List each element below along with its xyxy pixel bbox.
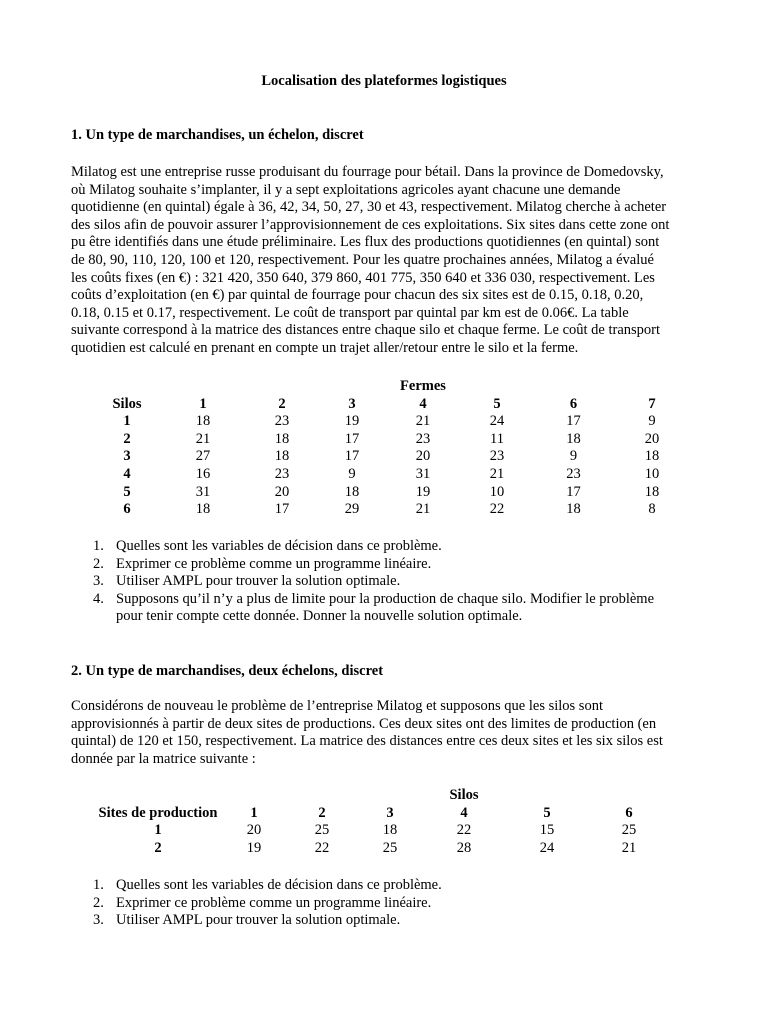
paragraph-line: Considérons de nouveau le problème de l’entreprise Milatog et supposons que les silos sont <box>71 698 603 714</box>
table-cell: 9 <box>348 465 356 482</box>
question-text-line: Quelles sont les variables de décision dans ce problème. <box>116 538 442 554</box>
paragraph-line: quintal) de 120 et 150, respectivement. La matrice des distances entre ces deux sites et les six silos est <box>71 733 663 750</box>
table-row <box>95 413 692 431</box>
question-number: 3. <box>93 912 104 929</box>
paragraph-line: Milatog est une entreprise russe produisant du fourrage pour bétail. Dans la province de Domedovsky, <box>71 164 664 180</box>
table-cell: 8 <box>648 501 656 518</box>
table-cell: 22 <box>456 822 472 839</box>
table-row <box>95 448 692 466</box>
table-cell: 28 <box>456 839 472 856</box>
table-column-header: 4 <box>419 395 427 412</box>
section-1-paragraph <box>71 164 697 358</box>
question-item <box>71 538 711 556</box>
table-cell: 20 <box>644 430 660 447</box>
table-cell: 21 <box>415 501 431 518</box>
table-cell: 11 <box>490 430 504 447</box>
table-row <box>95 466 692 484</box>
paragraph-line: quotidienne (en quintal) égale à 36, 42, 34, 50, 27, 30 et 43, respectivement. Milatog cherche à acheter <box>71 199 667 216</box>
table-cell: 17 <box>274 501 290 518</box>
table-cell: 25 <box>621 822 637 839</box>
table-column-header: 6 <box>569 395 578 412</box>
question-number: 1. <box>93 538 104 554</box>
table-group-header-row <box>95 378 692 396</box>
page-title: Localisation des plateformes logistiques <box>261 73 507 89</box>
table-row <box>95 840 669 858</box>
table-row <box>95 822 669 840</box>
table-cell: 21 <box>195 430 211 447</box>
table-column-header: 1 <box>199 395 207 412</box>
paragraph-line: pu être identifiés dans une étude préliminaire. Les flux des productions quotidiennes (en quintal) sont <box>71 234 660 251</box>
paragraph-line: des silos afin de pouvoir assurer l’approvisionnement de ces exploitations. Six sites dans cette zone ont <box>71 216 670 233</box>
table-cell: 23 <box>415 430 431 447</box>
table-cell: 17 <box>344 430 360 447</box>
table-header-row <box>95 805 669 823</box>
table-cell: 18 <box>195 413 211 430</box>
table-cell: 17 <box>566 413 581 430</box>
table-cell: 23 <box>274 465 290 482</box>
table-column-header: 4 <box>460 804 468 821</box>
table-cell: 9 <box>569 448 578 465</box>
paragraph-line: les coûts fixes (en €) : 321 420, 350 640, 379 860, 401 775, 350 640 et 336 030, respectivement. Les <box>71 269 655 286</box>
table-cell: 20 <box>274 483 290 500</box>
table-cell: 25 <box>314 822 330 839</box>
table-cell: 18 <box>566 430 581 447</box>
question-item <box>71 912 711 930</box>
table-column-header: 2 <box>278 395 286 412</box>
table-row-label: 1 <box>123 413 131 430</box>
question-text-line: pour tenir compte cette donnée. Donner la nouvelle solution optimale. <box>116 608 523 625</box>
table-cell: 10 <box>644 465 660 482</box>
table-row-label: 5 <box>123 483 131 500</box>
table-row-header: Sites de production <box>98 804 218 821</box>
question-number: 1. <box>93 877 104 893</box>
sites-silos-distance-table <box>95 787 669 857</box>
table-cell: 23 <box>566 465 581 482</box>
section-2-heading: 2. Un type de marchandises, deux échelons, discret <box>71 663 384 679</box>
table-cell: 31 <box>415 465 431 482</box>
table-cell: 18 <box>195 501 211 518</box>
section-2-questions <box>71 877 711 930</box>
table-column-header: 2 <box>318 804 326 821</box>
table-row <box>95 501 692 519</box>
table-cell: 27 <box>195 448 211 465</box>
question-text-line: Supposons qu’il n’y a plus de limite pour la production de chaque silo. Modifier le problème <box>116 590 655 607</box>
table-cell: 18 <box>344 483 360 500</box>
table-column-header: 7 <box>648 395 656 412</box>
table-row-label: 4 <box>123 465 131 482</box>
table-cell: 20 <box>246 822 262 839</box>
table-column-header: 3 <box>348 395 356 412</box>
question-item <box>71 556 711 574</box>
table-cell: 18 <box>274 430 290 447</box>
table-column-header: 1 <box>250 804 258 821</box>
question-number: 2. <box>93 555 104 572</box>
table-cell: 29 <box>344 501 360 518</box>
table-cell: 23 <box>274 413 290 430</box>
table-row <box>95 431 692 449</box>
table-cell: 16 <box>195 465 211 482</box>
paragraph-line: où Milatog souhaite s’implanter, il y a sept exploitations agricoles ayant chacune une demande <box>71 181 621 198</box>
question-number: 4. <box>93 590 104 607</box>
paragraph-line: de 80, 90, 110, 120, 100 et 120, respectivement. Pour les quatre prochaines années, Milatog a évalué <box>71 251 654 268</box>
question-text-line: Exprimer ce problème comme un programme linéaire. <box>116 894 432 911</box>
table-row-label: 3 <box>123 448 131 465</box>
table-cell: 15 <box>539 822 555 839</box>
question-text-line: Utiliser AMPL pour trouver la solution optimale. <box>116 573 401 590</box>
table-cell: 19 <box>344 413 360 430</box>
table-column-header: 5 <box>543 804 551 821</box>
paragraph-line: suivante correspond à la matrice des distances entre chaque silo et chaque ferme. Le coût de transport <box>71 322 661 339</box>
table-group-header: Silos <box>449 787 479 803</box>
table-cell: 31 <box>195 483 211 500</box>
table-cell: 21 <box>415 413 431 430</box>
table-cell: 18 <box>644 448 660 465</box>
silos-fermes-distance-table <box>95 378 692 519</box>
table-cell: 22 <box>489 501 505 518</box>
table-cell: 20 <box>415 448 431 465</box>
section-1-questions <box>71 538 711 626</box>
paragraph-line: coûts d’exploitation (en €) par quintal de fourrage pour chacun des six sites est de 0.15, 0.18, 0.20, <box>71 287 644 304</box>
table-cell: 18 <box>644 483 660 500</box>
question-item <box>71 573 711 591</box>
table-cell: 17 <box>344 448 360 465</box>
table-group-header: Fermes <box>400 378 446 394</box>
table-cell: 19 <box>246 839 262 856</box>
paragraph-line: 0.18, 0.15 et 0.17, respectivement. Le coût de transport par quintal par km est de 0.06€. La table <box>71 304 629 321</box>
question-item <box>71 895 711 913</box>
table-cell: 18 <box>566 501 581 518</box>
table-header-row <box>95 396 692 414</box>
table-row-label: 2 <box>123 430 131 447</box>
question-text-line: Exprimer ce problème comme un programme linéaire. <box>116 555 432 572</box>
table-cell: 18 <box>382 822 398 839</box>
table-group-header-row <box>95 787 669 805</box>
table-row <box>95 484 692 502</box>
question-number: 3. <box>93 573 104 590</box>
table-row-label: 6 <box>123 501 131 518</box>
table-cell: 17 <box>566 483 581 500</box>
table-cell: 25 <box>382 839 398 856</box>
table-row-label: 2 <box>154 839 162 856</box>
table-cell: 21 <box>489 465 505 482</box>
section-1-heading: 1. Un type de marchandises, un échelon, discret <box>71 127 364 143</box>
question-item <box>71 877 711 895</box>
table-cell: 19 <box>415 483 431 500</box>
table-cell: 24 <box>489 413 505 430</box>
question-text-line: Utiliser AMPL pour trouver la solution optimale. <box>116 912 401 929</box>
table-cell: 23 <box>489 448 505 465</box>
question-text-line: Quelles sont les variables de décision dans ce problème. <box>116 877 442 893</box>
paragraph-line: approvisionnés à partir de deux sites de productions. Ces deux sites ont des limites de production (en <box>71 715 657 732</box>
section-2-paragraph <box>71 698 697 768</box>
table-cell: 18 <box>274 448 290 465</box>
table-column-header: 3 <box>386 804 394 821</box>
table-column-header: 5 <box>493 395 501 412</box>
table-cell: 21 <box>621 839 637 856</box>
table-row-label: 1 <box>154 822 162 839</box>
table-cell: 22 <box>314 839 330 856</box>
table-cell: 10 <box>489 483 505 500</box>
table-cell: 24 <box>539 839 555 856</box>
question-item <box>71 591 711 626</box>
paragraph-line: donnée par la matrice suivante : <box>71 750 256 767</box>
paragraph-line: quotidien est calculé en prenant en compte un trajet aller/retour entre le silo et la ferme. <box>71 339 579 356</box>
table-cell: 9 <box>648 413 656 430</box>
table-row-header: Silos <box>112 395 142 412</box>
question-number: 2. <box>93 894 104 911</box>
table-column-header: 6 <box>625 804 633 821</box>
